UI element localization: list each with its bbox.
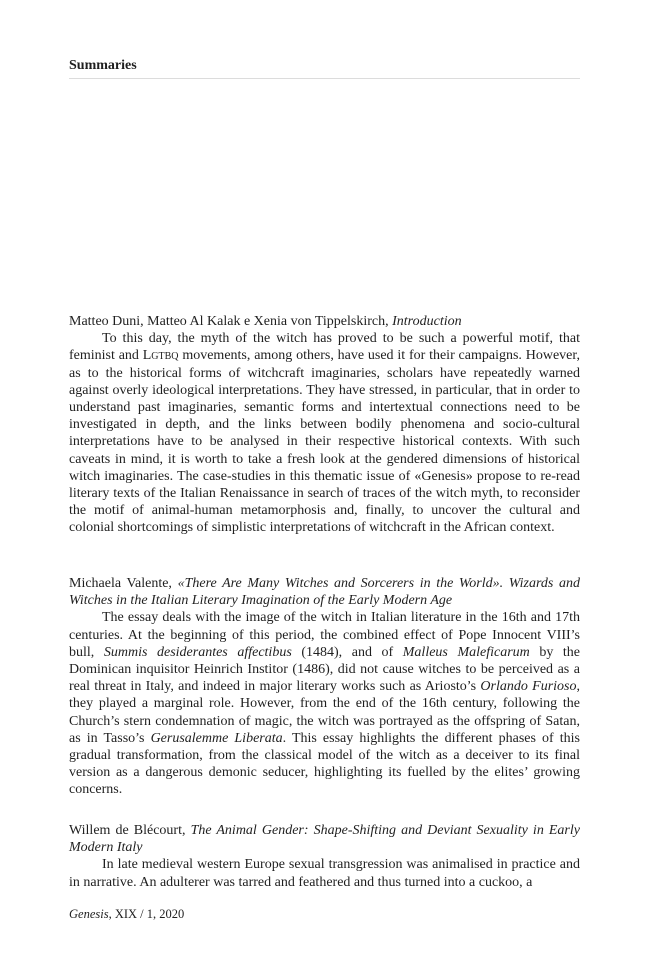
footer-journal: Genesis (69, 907, 109, 921)
summary-title: The Animal Gender: Shape-Shifting and Deviant Sexuality in Early Modern Italy (69, 823, 580, 856)
acronym-lgtbq: Lgtbq (142, 348, 179, 364)
summary-title: «There Are Many Witches and Sorcerers in the World». Wizards and Witches in the Italian Literary Imagination of the Early Modern Age (69, 576, 580, 609)
italic-work-title: Orlando Furioso (480, 679, 577, 695)
summary-heading (69, 313, 580, 330)
summary-authors: Matteo Duni, Matteo Al Kalak e Xenia von Tippelskirch, (69, 314, 393, 329)
summary-heading (69, 822, 580, 856)
running-head: Summaries (69, 58, 137, 73)
body-text: (1484), and of (291, 644, 403, 660)
italic-work-title: Malleus Maleficarum (402, 644, 530, 660)
summary-authors: Michaela Valente, (69, 576, 178, 591)
body-text: . This essay highlights the different phases of this gradual transformation, from the classical model of the witch as a deceiver to its final version as a dangerous demonic seducer, highlighting its fuelled by the elites’ growing concerns. (69, 730, 580, 798)
body-text: The essay deals with the image of the witch in Italian literature in the 16th and 17th centuries. At the beginning of this period, the combined effect of Pope Innocent VIII’s bull, (69, 610, 580, 660)
summary-heading (69, 575, 580, 609)
summary-de-blecourt (69, 822, 580, 891)
summary-introduction (69, 313, 580, 537)
summary-body (69, 856, 580, 890)
italic-work-title: Gerusalemme Liberata (150, 730, 283, 746)
summary-body (69, 609, 580, 798)
summary-authors: Willem de Blécourt, (69, 823, 191, 838)
body-text: movements, among others, have used it for their campaigns. However, as to the historical forms of witchcraft imaginaries, scholars have repeatedly warned against overly ideological interpretations. They have stressed, in particular, that in order to understand past imaginaries, semantic forms and intertextual connections need to be investigated in depth, and the links between bodily phenomena and socio-cultural interpretations have to be analysed in their respective historical contexts. With such caveats in mind, it is worth to take a fresh look at the gendered dimensions of historical witch imaginaries. The case-studies in this thematic issue of «Genesis» propose to re-read literary texts of the Italian Renaissance in search of traces of the witch myth, to reconsider the motif of animal-human metamorphosis and, finally, to uncover the cultural and colonial shortcomings of simplistic interpretations of witchcraft in the African context. (69, 348, 580, 536)
summary-title: Introduction (392, 314, 462, 329)
body-text: by the Dominican inquisitor Heinrich Institor (1486), did not cause witches to be perceived as a real threat in Italy, and indeed in major literary works such as Ariosto’s (69, 644, 581, 695)
body-text: , they played a marginal role. However, from the end of the 16th century, following the Church’s stern condemnation of magic, the witch was portrayed as the offspring of Satan, as in Tasso’s (69, 679, 581, 746)
body-text: In late medieval western Europe sexual transgression was animalised in practice and in narrative. An adulterer was tarred and feathered and thus turned into a cuckoo, a (69, 857, 580, 890)
italic-work-title: Summis desiderantes affectibus (103, 644, 292, 660)
footer-issue: , XIX / 1, 2020 (108, 907, 185, 921)
body-text: To this day, the myth of the witch has proved to be such a powerful motif, that feminist and (69, 331, 580, 364)
summary-valente (69, 575, 580, 799)
header-rule (69, 78, 580, 79)
page-footer (69, 906, 184, 922)
summary-body (69, 330, 580, 536)
